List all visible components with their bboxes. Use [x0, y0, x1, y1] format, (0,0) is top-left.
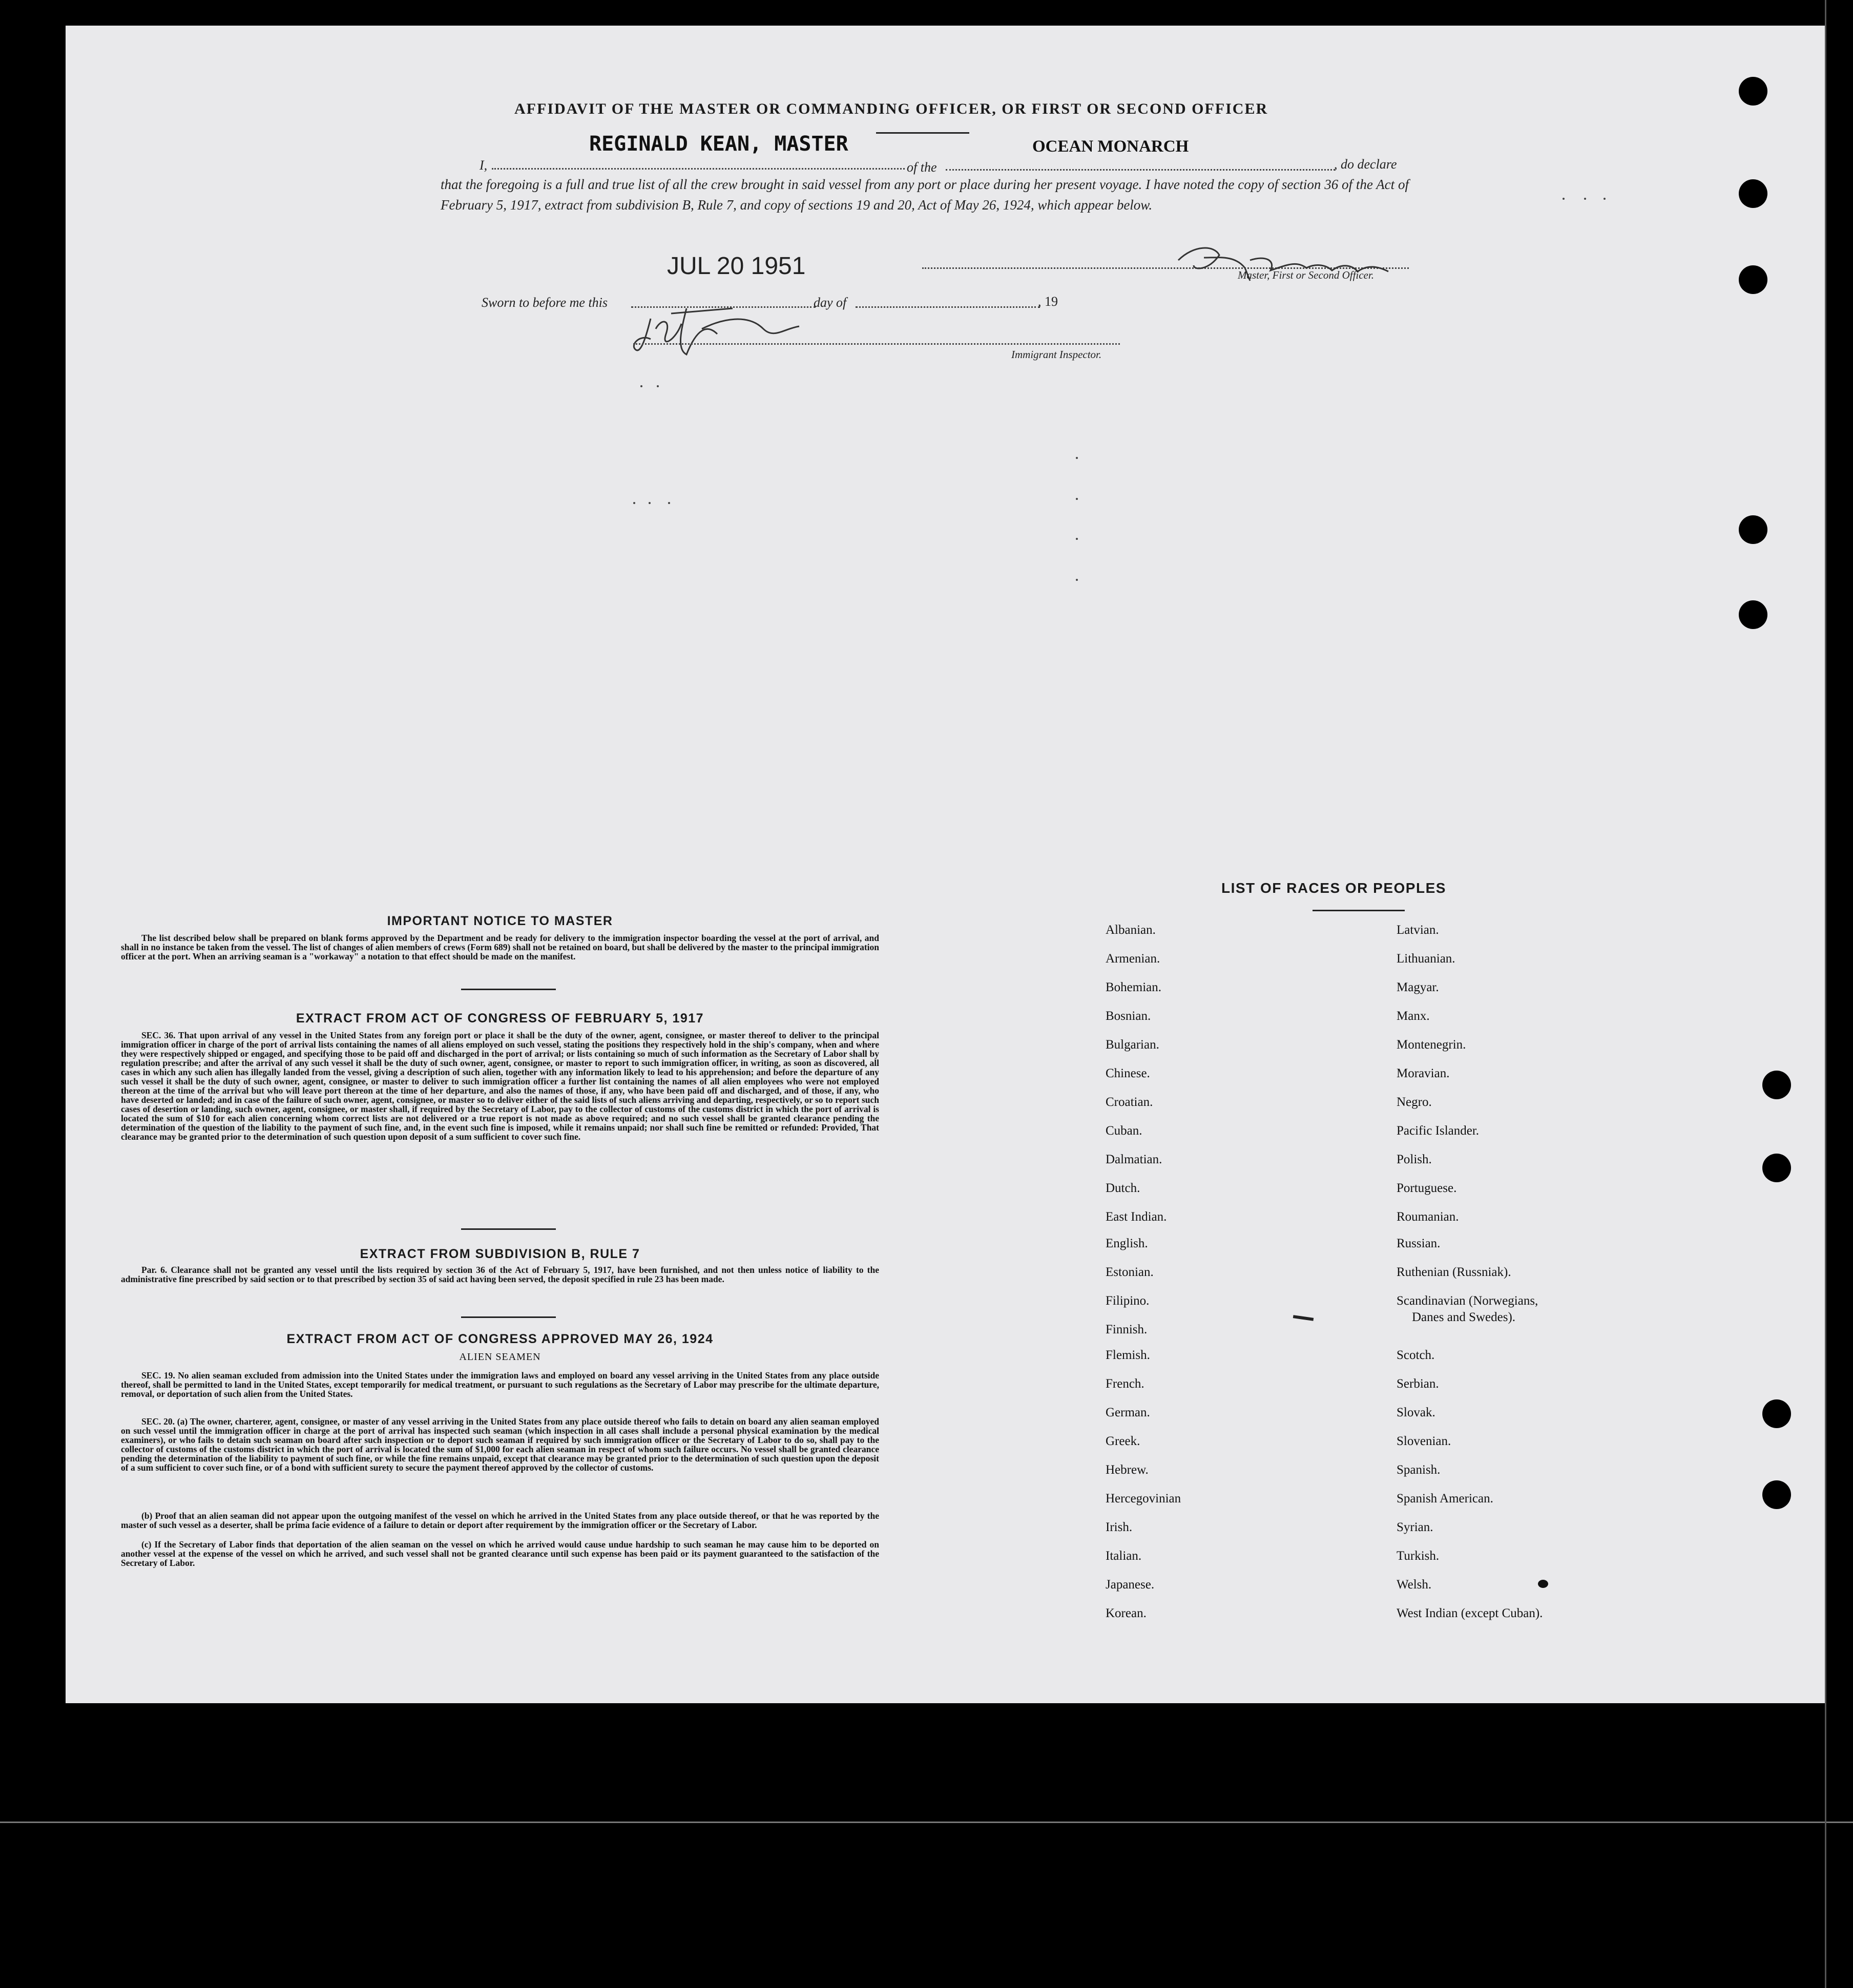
race-item: Turkish. — [1397, 1549, 1440, 1563]
race-item: Flemish. — [1106, 1348, 1150, 1362]
race-item: Croatian. — [1106, 1095, 1153, 1109]
race-item: Spanish American. — [1397, 1492, 1493, 1505]
race-item: Welsh. — [1397, 1578, 1432, 1592]
race-item: Pacific Islander. — [1397, 1124, 1480, 1138]
race-item: East Indian. — [1106, 1210, 1167, 1224]
extract-1924-title: EXTRACT FROM ACT OF CONGRESS APPROVED MAY 26, 1924 — [286, 1332, 714, 1346]
race-item: Polish. — [1397, 1153, 1432, 1166]
sec20b-text: (b) Proof that an alien seaman did not appear upon the outgoing manifest of the vessel on which he arrived in the United States from any place outside thereof, or that he was reported by the master of such vessel as a deserter, shall be prima facie evidence of a failure to detain or deport after requirement by the immigration officer or the Secretary of Labor. — [121, 1511, 879, 1530]
race-item: Greek. — [1106, 1434, 1140, 1448]
race-item: Spanish. — [1397, 1463, 1441, 1477]
speck — [1076, 579, 1078, 581]
race-item: Dalmatian. — [1106, 1153, 1162, 1166]
race-item: Bulgarian. — [1106, 1038, 1159, 1052]
speck — [640, 385, 642, 387]
race-item: Armenian. — [1106, 952, 1160, 966]
title-divider — [876, 132, 969, 134]
race-item: Dutch. — [1106, 1181, 1140, 1195]
punch-hole — [1762, 1480, 1791, 1509]
speck — [657, 385, 659, 387]
race-item: Ruthenian (Russniak). — [1397, 1265, 1511, 1279]
speck — [668, 502, 670, 504]
race-item: Scandinavian (Norwegians, — [1397, 1294, 1538, 1308]
speck — [649, 502, 651, 504]
affidavit-title: AFFIDAVIT OF THE MASTER OR COMMANDING OFFICER, OR FIRST OR SECOND OFFICER — [514, 100, 1268, 117]
section-divider — [461, 1316, 556, 1318]
race-item: Latvian. — [1397, 923, 1439, 937]
speck — [1584, 198, 1586, 200]
inspector-caption: Immigrant Inspector. — [1011, 348, 1102, 361]
race-item: Korean. — [1106, 1606, 1147, 1620]
race-item: Syrian. — [1397, 1520, 1433, 1534]
scan-frame-line — [1825, 0, 1826, 1988]
section-divider — [461, 989, 556, 990]
speck — [633, 502, 635, 504]
signature-caption: Master, First or Second Officer. — [1238, 269, 1374, 281]
extract-1917-text: SEC. 36. That upon arrival of any vessel in the United States from any foreign port or place it shall be the duty of the owner, agent, consignee, or master thereof to deliver to the principal immigration officer in charge of the port of arrival lists containing the names of all aliens employed on such vessel, stating the positions they respectively hold in the ship's company, when and where they were respectively shipped or engaged, and specifying those to be paid off and discharged in the port of arrival; or lists containing so much of such information as the Secretary of Labor shall by regulation prescribe; and after the arrival of any such vessel it shall be the duty of such owner, agent, consignee, or master to report to such immigration officer, in writing, as soon as discovered, all cases in which any such alien has illegally landed from the vessel, giving a description of such alien, together with any information likely to lead to his apprehension; and before the departure of any such vessel it shall be the duty of such owner, agent, consignee, or master to deliver to such immigration officer a further list containing the names of all alien employees who were not employed thereon at the time of the arrival but who will leave port thereon at the time of her departure, and also the names of those, if any, who have been paid off and discharged, and of those, if any, who have deserted or landed; and in case of the failure of such owner, agent, consignee, or master so to deliver either of the said lists of such aliens arriving and departing, respectively, or so to report such cases of desertion or landing, such owner, agent, consignee, or master shall, if required by the Secretary of Labor, pay to the collector of customs of the customs district in which the port of arrival is located the sum of $10 for each alien concerning whom correct lists are not delivered or a true report is not made as above required; and no such vessel shall be granted clearance pending the determination of the question of the liability to the payment of such fine, and, in the event such fine is imposed, while it remains unpaid; nor shall such fine be remitted or refunded: Provided, That clearance may be granted prior to the determination of such question upon deposit of a sum sufficient to cover such fine. — [121, 1030, 879, 1142]
punch-hole — [1739, 265, 1767, 294]
rule7-title: EXTRACT FROM SUBDIVISION B, RULE 7 — [360, 1247, 640, 1261]
race-item: Slovak. — [1397, 1406, 1435, 1419]
race-item: Finnish. — [1106, 1323, 1148, 1336]
race-item: Estonian. — [1106, 1265, 1154, 1279]
race-item: English. — [1106, 1237, 1148, 1250]
race-item: Japanese. — [1106, 1578, 1155, 1592]
vessel-name: OCEAN MONARCH — [1032, 137, 1189, 156]
affidavit-text: that the foregoing is a full and true list of all the crew brought in said vessel from any port or place during her present voyage. I have noted the copy of section 36 of the Act of February 5, 1917, extract from subdivision B, Rule 7, and copy of sections 19 and 20, Act of May 26, 1924, which appear below. — [441, 177, 1409, 213]
race-item: Portuguese. — [1397, 1181, 1457, 1195]
of-the-label: of the — [907, 160, 937, 175]
race-item: Filipino. — [1106, 1294, 1150, 1308]
races-divider — [1313, 910, 1405, 911]
punch-hole — [1739, 600, 1767, 629]
race-item: German. — [1106, 1406, 1150, 1419]
punch-hole — [1762, 1399, 1791, 1428]
race-item: Negro. — [1397, 1095, 1432, 1109]
inspector-signature-line — [633, 343, 1120, 345]
race-item: Cuban. — [1106, 1124, 1142, 1138]
punch-hole — [1762, 1154, 1791, 1182]
punch-hole — [1739, 179, 1767, 208]
race-item: French. — [1106, 1377, 1144, 1391]
race-item: Chinese. — [1106, 1066, 1150, 1080]
date-stamp: JUL 20 1951 — [667, 253, 806, 280]
race-item: Moravian. — [1397, 1066, 1450, 1080]
punch-hole — [1739, 77, 1767, 106]
race-item: Montenegrin. — [1397, 1038, 1466, 1052]
speck — [1076, 457, 1078, 459]
sworn-month-line — [856, 306, 1040, 308]
notice-text: The list described below shall be prepared on blank forms approved by the Department and be ready for delivery to the immigration inspector boarding the vessel at the port of arrival, and shall in no instance be taken from the vessel. The list of changes of alien members of crews (Form 689) shall not be retained on board, but shall be delivered by the master to the principal immigration officer at the port. When an arriving seaman is a "workaway" a notation to that effect should be made on the manifest. — [121, 933, 879, 961]
race-item: Magyar. — [1397, 980, 1439, 994]
race-item: Hercegovinian — [1106, 1492, 1181, 1505]
speck — [1604, 198, 1606, 200]
race-item: Russian. — [1397, 1237, 1441, 1250]
races-title: LIST OF RACES OR PEOPLES — [1221, 880, 1446, 896]
section-divider — [461, 1228, 556, 1230]
rule7-text: Par. 6. Clearance shall not be granted any vessel until the lists required by section 36 of the Act of February 5, 1917, have been furnished, and not then unless notice of liability to the administrative fine prescribed by said section or to that prescribed by section 35 of said act having been served, the deposit specified in rule 23 has been made. — [121, 1265, 879, 1284]
sworn-label: Sworn to before me this — [482, 295, 608, 310]
ink-mark — [1538, 1580, 1548, 1588]
punch-hole — [1739, 515, 1767, 544]
race-item: Bosnian. — [1106, 1009, 1151, 1023]
extract-1917-title: EXTRACT FROM ACT OF CONGRESS OF FEBRUARY 5, 1917 — [296, 1011, 704, 1026]
race-item: West Indian (except Cuban). — [1397, 1606, 1543, 1620]
year-label: , 19 — [1038, 294, 1058, 309]
race-item: Serbian. — [1397, 1377, 1439, 1391]
race-item: Albanian. — [1106, 923, 1156, 937]
speck — [1076, 498, 1078, 500]
race-item: Danes and Swedes). — [1412, 1310, 1516, 1324]
race-item: Irish. — [1106, 1520, 1133, 1534]
alien-seamen-subtitle: ALIEN SEAMEN — [459, 1351, 541, 1363]
race-item: Scotch. — [1397, 1348, 1435, 1362]
sec20c-text: (c) If the Secretary of Labor finds that deportation of the alien seaman on the vessel on which he arrived would cause undue hardship to such seaman he may cause him to be deported on another vessel at the expense of the vessel on which he arrived, and such vessel shall not be granted clearance until such expense has been paid or its payment guaranteed to the satisfaction of the Secretary of Labor. — [121, 1539, 879, 1568]
name-line — [492, 168, 905, 170]
master-name: REGINALD KEAN, MASTER — [589, 132, 848, 156]
race-item: Manx. — [1397, 1009, 1430, 1023]
race-item: Hebrew. — [1106, 1463, 1149, 1477]
speck — [1563, 198, 1565, 200]
sec19-text: SEC. 19. No alien seaman excluded from admission into the United States under the immigration laws and employed on board any vessel arriving in the United States from any place outside thereof, shall be permitted to land in the United States, except temporarily for medical treatment, or pursuant to such regulations as the Secretary of Labor may prescribe for the ultimate departure, removal, or deportation of such alien from the United States. — [121, 1370, 879, 1399]
race-item: Slovenian. — [1397, 1434, 1451, 1448]
i-label: I, — [480, 158, 488, 173]
declare-label: , do declare — [1334, 157, 1397, 172]
scan-frame-line — [0, 1822, 1853, 1823]
notice-title: IMPORTANT NOTICE TO MASTER — [387, 914, 613, 928]
race-item: Roumanian. — [1397, 1210, 1459, 1224]
vessel-line — [946, 169, 1335, 171]
speck — [1076, 538, 1078, 540]
race-item: Bohemian. — [1106, 980, 1162, 994]
day-of-label: day of — [814, 295, 847, 310]
sec20a-text: SEC. 20. (a) The owner, charterer, agent, consignee, or master of any vessel arriving in the United States from any place outside thereof who fails to detain on board any alien seaman employed on such vessel until the immigration officer in charge at the port of arrival has inspected such seaman (which inspection in all cases shall include a personal physical examination by the medical examiners), or who fails to detain such seaman on board after such inspection or to deport such seaman if required by such immigration officer or the Secretary of Labor to do so, shall pay to the collector of customs of the customs district in which the port of arrival is located the sum of $1,000 for each alien seaman in respect of whom such failure occurs. No vessel shall be granted clearance pending the determination of the liability to payment of such fine, or while the fine remains unpaid, except that clearance may be granted prior to the determination of such question upon the deposit of a sum sufficient to cover such fine, or of a bond with sufficient surety to secure the payment thereof approved by the collector of customs. — [121, 1416, 879, 1473]
inspector-signature — [630, 298, 856, 365]
race-item: Lithuanian. — [1397, 952, 1455, 966]
race-item: Italian. — [1106, 1549, 1142, 1563]
punch-hole — [1762, 1071, 1791, 1099]
